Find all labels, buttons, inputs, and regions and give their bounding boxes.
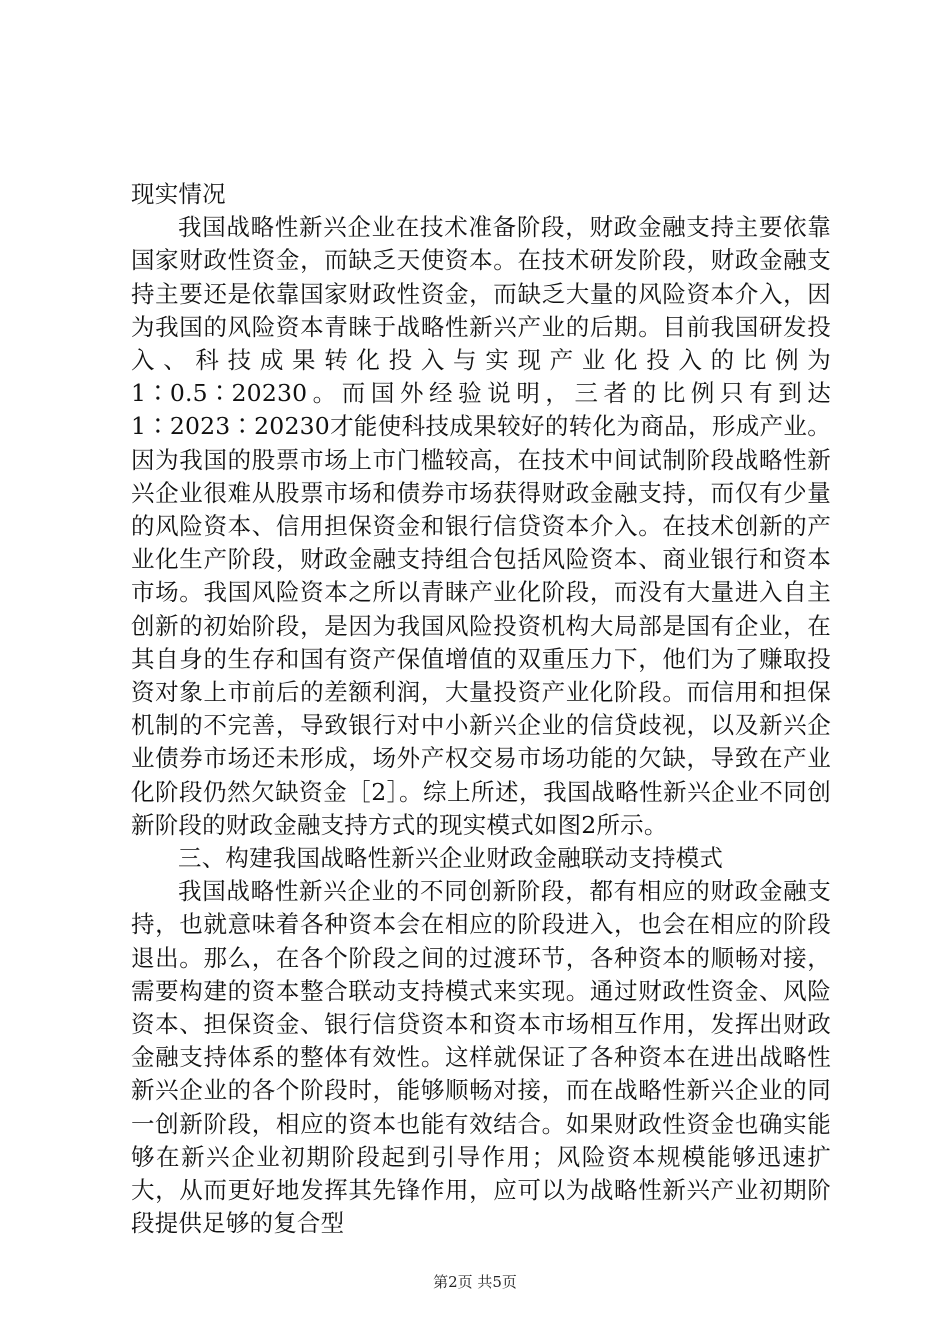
paragraph-reality: 我国战略性新兴企业在技术准备阶段，财政金融支持主要依靠国家财政性资金，而缺乏天使资本。在技术研发阶段，财政金融支持主要还是依靠国家财政性资金，而缺乏大量的风险资本介入，因为我国的风险资本青睐于战略性新兴产业的后期。目前我国研发投入、科技成果转化投入与实现产业化投入的比例为1∶0.5∶20230。而国外经验说明，三者的比例只有到达1∶2023∶20230才能使科技成果较好的转化为商品，形成产业。因为我国的股票市场上市门槛较高，在技术中间试制阶段战略性新兴企业很难从股票市场和债券市场获得财政金融支持，而仅有少量的风险资本、信用担保资金和银行信贷资本介入。在技术创新的产业化生产阶段，财政金融支持组合包括风险资本、商业银行和资本市场。我国风险资本之所以青睐产业化阶段，而没有大量进入自主创新的初始阶段，是因为我国风险投资机构大局部是国有企业，在其自身的生存和国有资产保值增值的双重压力下，他们为了赚取投资对象上市前后的差额利润，大量投资产业化阶段。而信用和担保机制的不完善，导致银行对中小新兴企业的信贷歧视，以及新兴企业债券市场还未形成，场外产权交易市场功能的欠缺，导致在产业化阶段仍然欠缺资金［2］。综上所述，我国战略性新兴企业不同创新阶段的财政金融支持方式的现实模式如图2所示。 — [131, 213, 831, 839]
page-number-footer: 第2页 共5页 — [433, 1273, 517, 1291]
document-body — [131, 178, 831, 1241]
paragraph-linkage-model: 我国战略性新兴企业的不同创新阶段，都有相应的财政金融支持，也就意味着各种资本会在相应的阶段进入，也会在相应的阶段退出。那么，在各个阶段之间的过渡环节，各种资本的顺畅对接，需要构建的资本整合联动支持模式来实现。通过财政性资金、风险资本、担保资金、银行信贷资本和资本市场相互作用，发挥出财政金融支持体系的整体有效性。这样就保证了各种资本在进出战略性新兴企业的各个阶段时，能够顺畅对接，而在战略性新兴企业的同一创新阶段，相应的资本也能有效结合。如果财政性资金也确实能够在新兴企业初期阶段起到引导作用；风险资本规模能够迅速扩大，从而更好地发挥其先锋作用，应可以为战略性新兴产业初期阶段提供足够的复合型 — [131, 877, 831, 1238]
section-heading: 三、构建我国战略性新兴企业财政金融联动支持模式 — [178, 844, 724, 873]
paragraph-continuation: 现实情况 — [131, 180, 226, 208]
